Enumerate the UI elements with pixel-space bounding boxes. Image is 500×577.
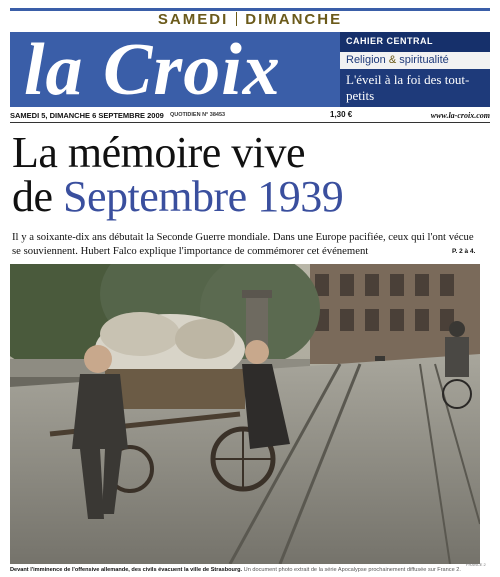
supplement-kicker: CAHIER CENTRAL <box>340 32 490 52</box>
supplement-headline: L'éveil à la foi des tout-petits <box>346 72 470 103</box>
weekend-label-left: SAMEDI <box>157 11 229 28</box>
headline-line-1: La mémoire vive <box>12 128 306 177</box>
headline-line-2 <box>12 172 344 221</box>
weekend-label-right: DIMANCHE <box>245 11 343 28</box>
weekend-label <box>0 11 500 28</box>
caption-rest: Un document photo extrait de la série Apocalypse prochainement diffusée sur France 2. <box>243 567 461 573</box>
top-band <box>0 0 500 30</box>
category-religion: Religion <box>346 54 386 66</box>
weekend-separator <box>236 12 237 26</box>
issue-price: 1,30 € <box>330 110 353 119</box>
standfirst: Il y a soixante-dix ans débutait la Seconde Guerre mondiale. Dans une Europe pacifiée, ceux qui l'ont vécue se souviennent. Hubert Falco explique l'importance de commémorer cet événement <box>12 231 474 257</box>
photo-credit: FRANCE 2 <box>466 562 486 567</box>
headline-accent: Septembre 1939 <box>63 172 344 221</box>
front-photo <box>10 264 480 564</box>
photo-illustration <box>10 264 480 564</box>
supplement-teaser[interactable] <box>340 32 490 107</box>
main-headline[interactable] <box>12 128 344 221</box>
headline-prefix: de <box>12 172 53 221</box>
supplement-category <box>340 52 490 69</box>
category-spirituality: spiritualité <box>399 54 449 66</box>
photo-caption <box>10 566 490 574</box>
newspaper-logo: la Croix <box>24 32 281 107</box>
masthead <box>10 32 340 107</box>
issue-number: QUOTIDIEN N° 38453 <box>170 112 226 118</box>
website-link[interactable]: www.la-croix.com <box>430 111 490 120</box>
caption-lead: Devant l'imminence de l'offensive allemande, des civils évacuent la ville de Strasbourg. <box>10 567 243 573</box>
category-ampersand: & <box>388 54 397 66</box>
page-reference[interactable]: P. 2 à 4. <box>452 248 476 255</box>
issue-date: SAMEDI 5, DIMANCHE 6 SEPTEMBRE 2009 <box>10 111 164 120</box>
dateline <box>10 109 490 123</box>
